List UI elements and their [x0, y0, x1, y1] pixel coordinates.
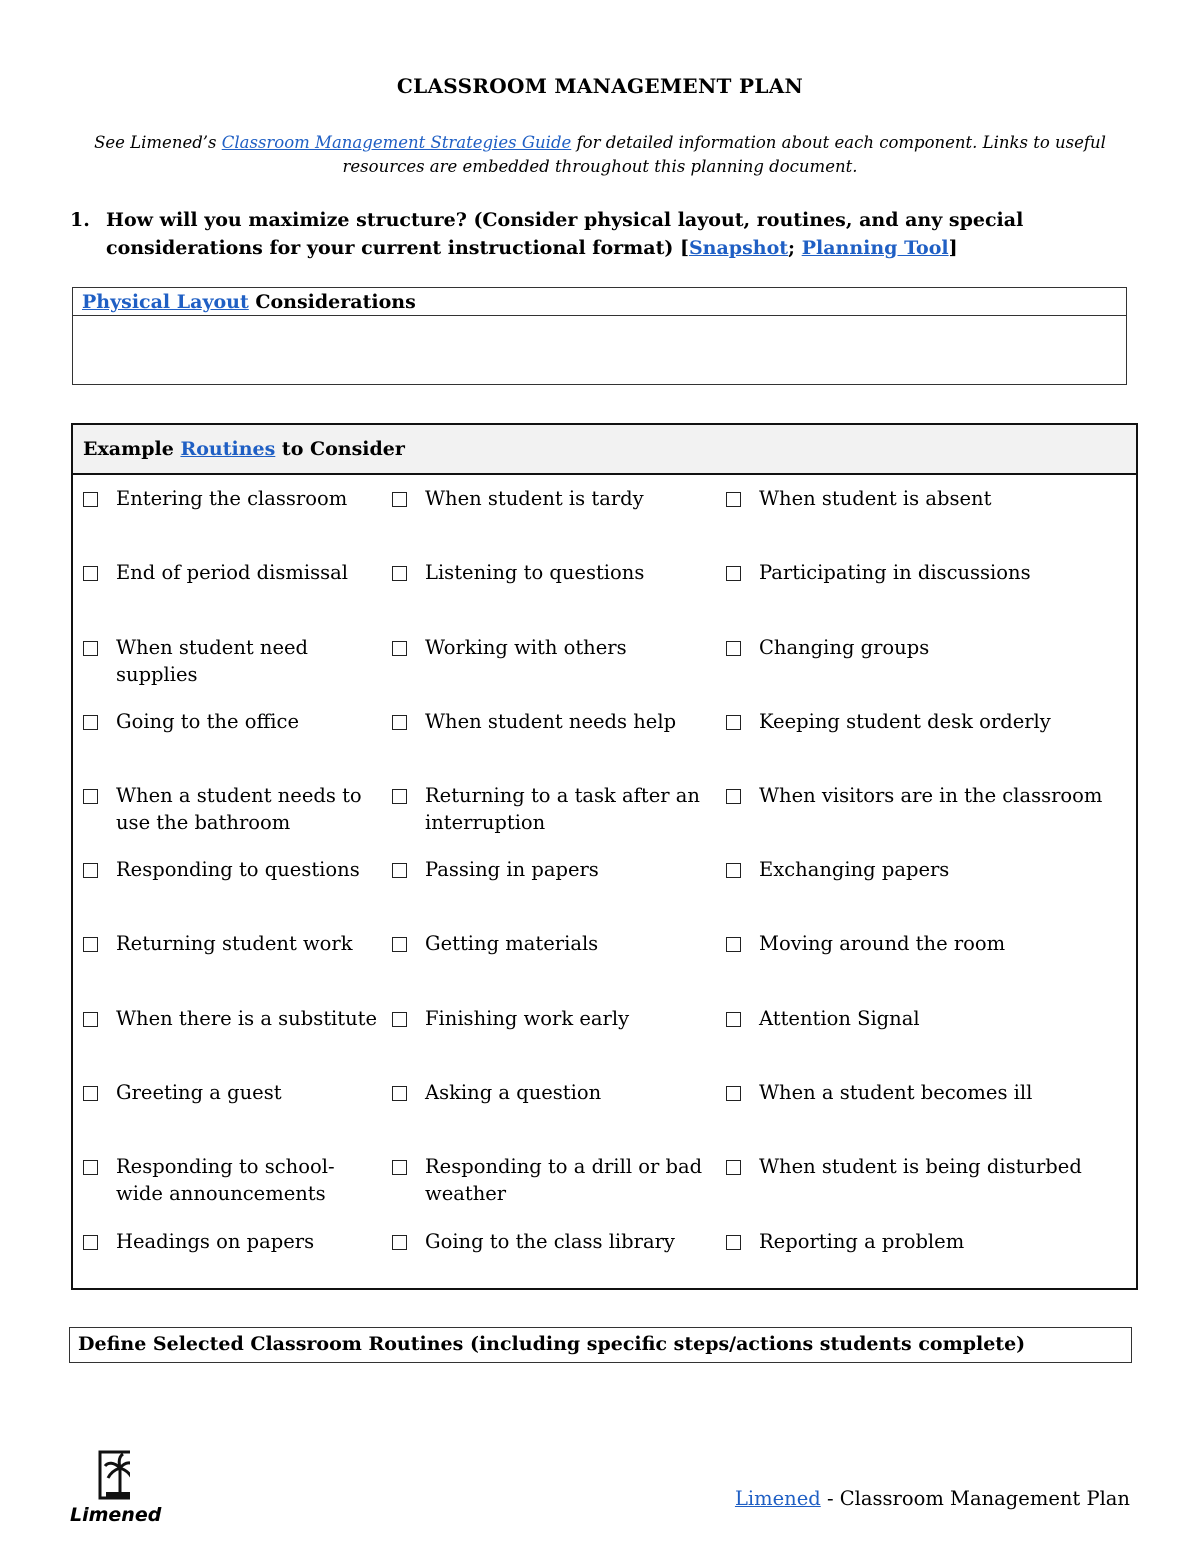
physical-layout-label: Considerations [248, 291, 416, 313]
checkbox[interactable] [392, 641, 407, 656]
checkbox[interactable] [726, 641, 741, 656]
routines-link[interactable]: Routines [180, 438, 276, 460]
checkbox[interactable] [83, 1012, 98, 1027]
checkbox[interactable] [392, 492, 407, 507]
checkbox[interactable] [83, 937, 98, 952]
checkbox[interactable] [392, 1235, 407, 1250]
routine-label: Attention Signal [759, 1007, 920, 1030]
checkbox[interactable] [726, 863, 741, 878]
routines-header [73, 425, 1136, 475]
physical-layout-box [72, 287, 1127, 385]
question-body: How will you maximize structure? (Consider physical layout, routines, and any special considerations for your current instructional format) [ [106, 209, 1024, 259]
checkbox[interactable] [392, 1160, 407, 1175]
routine-label: Responding to questions [116, 858, 360, 881]
routine-label: Going to the office [116, 710, 299, 733]
palm-tree-icon [70, 1448, 130, 1504]
routine-label: Responding to a drill or bad weather [425, 1155, 703, 1205]
checkbox[interactable] [83, 863, 98, 878]
routine-label: When student need supplies [116, 636, 309, 686]
physical-layout-link[interactable]: Physical Layout [82, 291, 249, 313]
question-text [106, 206, 1140, 262]
checkbox[interactable] [726, 1160, 741, 1175]
routine-label: Getting materials [425, 932, 599, 955]
routine-label: Moving around the room [759, 932, 1006, 955]
routine-label: Responding to school- wide announcements [116, 1155, 335, 1205]
routine-label: When there is a substitute [116, 1007, 378, 1030]
routine-label: When a student needs to use the bathroom [116, 784, 362, 834]
routine-label: Passing in papers [425, 858, 599, 881]
question-separator: ; [788, 237, 802, 259]
routine-label: When student is tardy [425, 487, 644, 510]
checkbox[interactable] [392, 789, 407, 804]
checkbox[interactable] [83, 641, 98, 656]
intro-text [70, 131, 1130, 179]
checkbox[interactable] [726, 1086, 741, 1101]
routine-label: Keeping student desk orderly [759, 710, 1051, 733]
checkbox[interactable] [726, 715, 741, 730]
checkbox[interactable] [83, 1160, 98, 1175]
routine-label: Greeting a guest [116, 1081, 282, 1104]
routine-label: Listening to questions [425, 561, 645, 584]
physical-layout-header [73, 288, 1126, 316]
routine-label: Headings on papers [116, 1230, 315, 1253]
checkbox[interactable] [726, 1012, 741, 1027]
question-close: ] [948, 237, 958, 259]
intro-suffix: for detailed information about each component. Links to useful resources are embedded throughout this planning document. [342, 133, 1106, 176]
routine-label: Going to the class library [425, 1230, 675, 1253]
routine-label: Exchanging papers [759, 858, 950, 881]
checkbox[interactable] [83, 1235, 98, 1250]
routines-heading-suffix: to Consider [275, 438, 405, 460]
planning-tool-link[interactable]: Planning Tool [801, 237, 949, 259]
footer-limened-link[interactable]: Limened [734, 1487, 821, 1510]
checkbox[interactable] [726, 566, 741, 581]
routine-label: Participating in discussions [759, 561, 1031, 584]
checkbox[interactable] [392, 715, 407, 730]
routine-label: Finishing work early [425, 1007, 630, 1030]
checkbox[interactable] [392, 1086, 407, 1101]
routine-label: When a student becomes ill [759, 1081, 1033, 1104]
physical-layout-input-area[interactable] [73, 316, 1126, 384]
checkbox[interactable] [83, 715, 98, 730]
checkbox[interactable] [392, 566, 407, 581]
footer-text: - Classroom Management Plan [820, 1487, 1130, 1510]
routine-label: When student needs help [425, 710, 677, 733]
checkbox[interactable] [726, 492, 741, 507]
routine-label: Reporting a problem [759, 1230, 965, 1253]
checkbox[interactable] [726, 937, 741, 952]
snapshot-link[interactable]: Snapshot [688, 237, 789, 259]
routine-label: Returning student work [116, 932, 353, 955]
logo-text: Limened [70, 1504, 162, 1526]
routine-label: Returning to a task after an interruption [425, 784, 700, 834]
checkbox[interactable] [392, 937, 407, 952]
routines-heading-prefix: Example [83, 438, 181, 460]
checkbox[interactable] [83, 492, 98, 507]
page-title: CLASSROOM MANAGEMENT PLAN [396, 74, 804, 98]
intro-prefix: See Limened’s [94, 133, 222, 152]
checkbox[interactable] [726, 1235, 741, 1250]
question-number: 1. [70, 209, 90, 231]
checkbox[interactable] [726, 789, 741, 804]
routine-label: Asking a question [425, 1081, 602, 1104]
checkbox[interactable] [83, 1086, 98, 1101]
routine-label: Working with others [425, 636, 627, 659]
checkbox[interactable] [392, 863, 407, 878]
routine-label: Changing groups [759, 636, 930, 659]
define-routines-header: Define Selected Classroom Routines (including specific steps/actions students complete) [69, 1327, 1132, 1363]
checkbox[interactable] [392, 1012, 407, 1027]
footer [735, 1485, 1130, 1513]
routine-label: When student is absent [759, 487, 992, 510]
checkbox[interactable] [83, 566, 98, 581]
checkbox[interactable] [83, 789, 98, 804]
limened-logo [70, 1448, 180, 1528]
routine-label: Entering the classroom [116, 487, 348, 510]
routines-table [71, 423, 1138, 1290]
question-1 [70, 206, 1140, 262]
routine-label: When student is being disturbed [759, 1155, 1082, 1178]
routine-label: When visitors are in the classroom [759, 784, 1103, 807]
strategies-guide-link[interactable]: Classroom Management Strategies Guide [221, 133, 572, 152]
routine-label: End of period dismissal [116, 561, 348, 584]
